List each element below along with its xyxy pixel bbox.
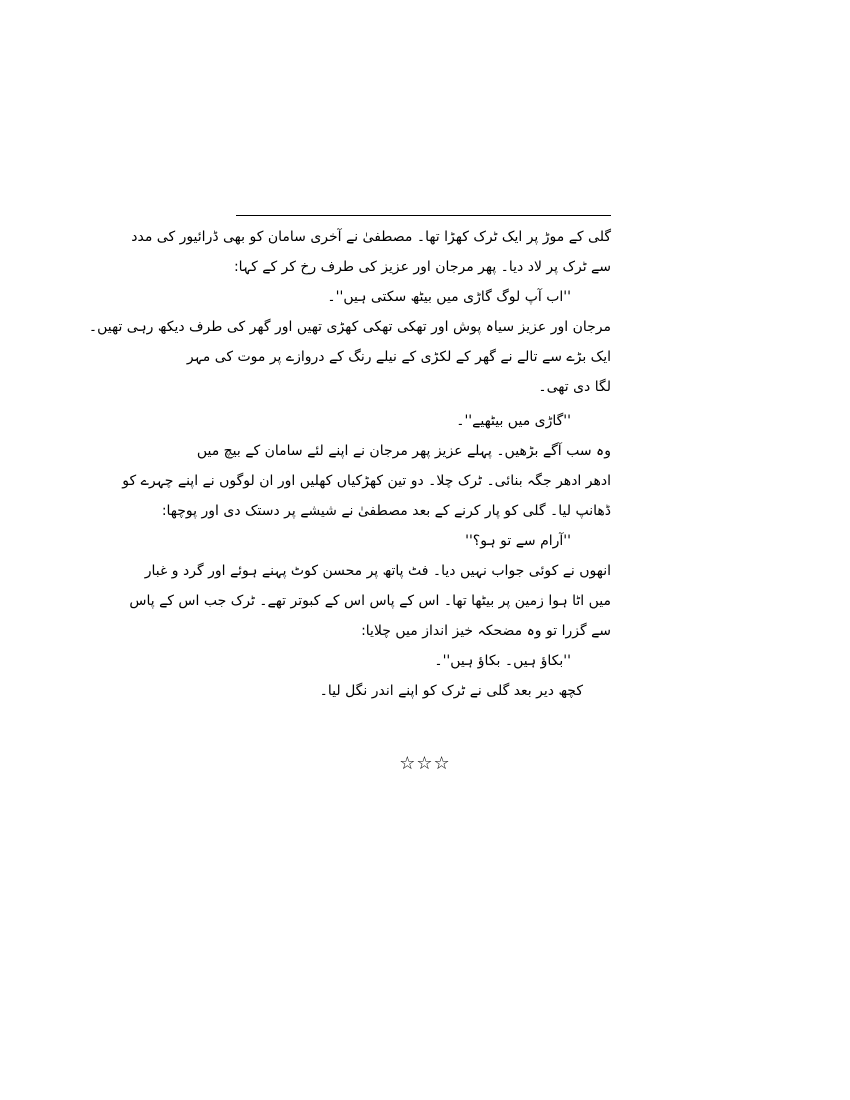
paragraph-line-11: سے گزرا تو وہ مضحکہ خیز انداز میں چلایا:	[361, 623, 611, 639]
paragraph-line-6: وہ سب آگے بڑھیں۔ پہلے عزیز پھر مرجان نے اپنے لئے سامان کے بیچ میں	[196, 443, 611, 459]
dialogue-line-2: ''گاڑی میں بیٹھیے''۔	[456, 413, 571, 429]
dialogue-line-3: ''آرام سے تو ہو؟''	[465, 533, 571, 549]
paragraph-line-8: ڈھانپ لیا۔ گلی کو پار کرنے کے بعد مصطفیٰ نے شیشے پر دستک دی اور پوچھا:	[161, 503, 611, 519]
paragraph-line-7: ادھر ادھر جگہ بنائی۔ ٹرک چلا۔ دو تین کھڑکیاں کھلیں اور ان لوگوں نے اپنے چہرے کو	[122, 473, 611, 489]
paragraph-line-1: گلی کے موڑ پر ایک ٹرک کھڑا تھا۔ مصطفیٰ نے آخری سامان کو بھی ڈرائیور کی مدد	[131, 229, 611, 245]
paragraph-line-12: کچھ دیر بعد گلی نے ٹرک کو اپنے اندر نگل لیا۔	[319, 683, 583, 699]
dialogue-line-4: ''بکاؤ ہیں۔ بکاؤ ہیں''۔	[434, 653, 571, 669]
paragraph-line-5: لگا دی تھی۔	[538, 379, 611, 395]
section-separator-stars: ☆☆☆	[399, 753, 451, 774]
paragraph-line-2: سے ٹرک پر لاد دیا۔ پھر مرجان اور عزیز کی طرف رخ کر کے کہا:	[233, 259, 611, 275]
paragraph-line-10: میں اٹا ہوا زمین پر بیٹھا تھا۔ اس کے پاس اس کے کبوتر تھے۔ ٹرک جب اس کے پاس	[129, 593, 611, 609]
paragraph-line-3: مرجان اور عزیز سیاہ پوش اور تھکی تھکی کھڑی تھیں اور گھر کی طرف دیکھ رہی تھیں۔	[88, 319, 611, 335]
top-rule	[236, 215, 611, 216]
paragraph-line-9: انھوں نے کوئی جواب نہیں دیا۔ فٹ پاتھ پر محسن کوٹ پہنے ہوئے اور گرد و غبار	[144, 563, 611, 579]
dialogue-line-1: ''اب آپ لوگ گاڑی میں بیٹھ سکتی ہیں''۔	[327, 289, 571, 305]
paragraph-line-4: ایک بڑے سے تالے نے گھر کے لکڑی کے نیلے رنگ کے دروازے پر موت کی مہر	[186, 349, 611, 365]
story-text	[88, 222, 611, 706]
